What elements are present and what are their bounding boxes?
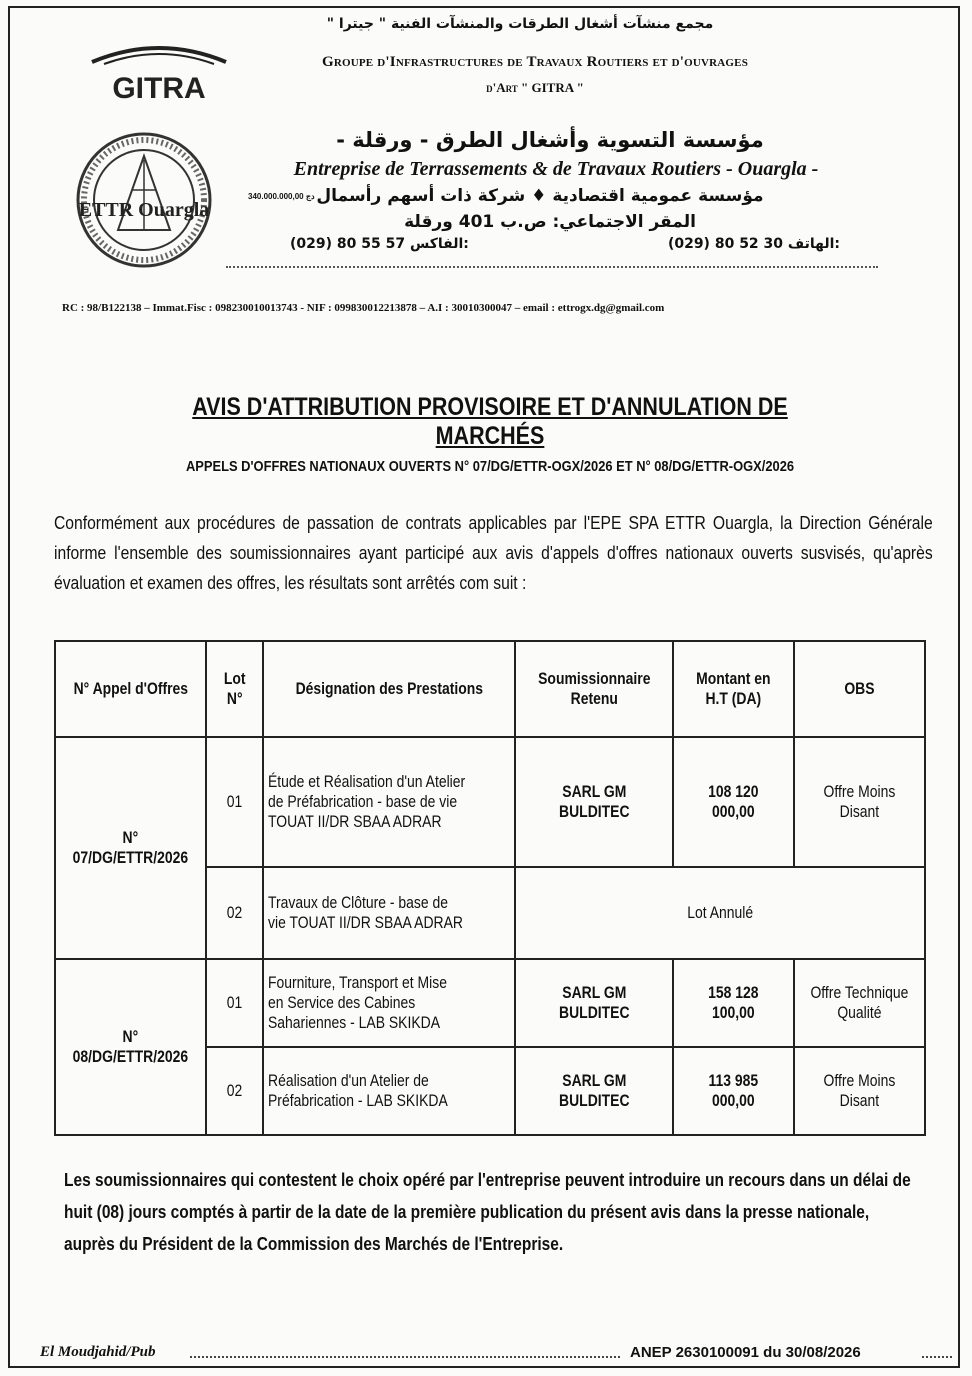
table-header-row bbox=[55, 641, 925, 737]
header-designation: Désignation des Prestations bbox=[263, 641, 515, 737]
header-soumissionnaire: Soumissionnaire Retenu bbox=[515, 641, 674, 737]
ettr-arabic-address: المقر الاجتماعي: ص.ب 401 ورقلة bbox=[404, 212, 696, 232]
designation-cell: Travaux de Clôture - base de vie TOUAT II/DR SBAA ADRAR bbox=[263, 867, 515, 959]
soumissionnaire-cell: SARL GM BULDITEC bbox=[515, 1047, 674, 1135]
soumissionnaire-cell: SARL GM BULDITEC bbox=[515, 737, 674, 867]
tel-label: الهاتف: bbox=[787, 236, 840, 252]
fax bbox=[290, 236, 469, 252]
telephone bbox=[668, 236, 840, 252]
ettr-french-name: Entreprise de Terrassements & de Travaux Routiers - Ouargla - bbox=[293, 158, 819, 180]
footer-divider-left bbox=[190, 1356, 620, 1358]
montant-cell: 108 120 000,00 bbox=[673, 737, 794, 867]
table-row bbox=[55, 737, 925, 867]
obs-cell: Offre Technique Qualité bbox=[794, 959, 925, 1047]
gitra-name-line1: Groupe d'Infrastructures de Travaux Routiers et d'ouvrages bbox=[321, 54, 749, 70]
results-table bbox=[54, 640, 926, 1136]
designation-cell: Réalisation d'un Atelier de Préfabrication - LAB SKIKDA bbox=[263, 1047, 515, 1135]
tel-number: (029) 80 52 30 bbox=[667, 236, 784, 252]
montant-cell: 113 985 000,00 bbox=[673, 1047, 794, 1135]
gitra-name-line2: d'Art " GITRA " bbox=[486, 80, 584, 95]
fax-label: الفاكس: bbox=[409, 236, 469, 252]
company-identifiers: RC : 98/B122138 – Immat.Fisc : 098230010013743 - NIF : 099830012213878 – A.I : 30010300047 – email : ettrogx.dg@gmail.com bbox=[62, 302, 665, 314]
ettr-seal-text: ETTR Ouargla bbox=[78, 199, 210, 221]
ao-cell: N° 08/DG/ETTR/2026 bbox=[55, 959, 206, 1135]
ettr-seal bbox=[74, 130, 214, 270]
gitra-arabic-name: مجمع منشآت أشغال الطرقات والمنشآت الفنية " جيترا " bbox=[326, 16, 714, 32]
gitra-logo-text: GITRA bbox=[112, 72, 206, 105]
lot-cell: 01 bbox=[206, 959, 263, 1047]
obs-cell: Offre Moins Disant bbox=[794, 1047, 925, 1135]
footer-anep-reference: ANEP 2630100091 du 30/08/2026 bbox=[630, 1344, 861, 1361]
closing-paragraph: Les soumissionnaires qui contestent le choix opéré par l'entreprise peuvent introduire un recours dans un délai de huit (08) jours comptés à partir de la date de la première publication du présent avis dans la presse nationale, auprès du Président de la Commission des Marchés de l'Entreprise. bbox=[64, 1170, 911, 1254]
ettr-capital: 340.000.000,00 دج bbox=[248, 192, 315, 201]
ettr-arabic-line2: مؤسسة عمومية اقتصادية ♦ شركة ذات أسهم رأسمال bbox=[316, 186, 764, 206]
lot-cell: 01 bbox=[206, 737, 263, 867]
footer-publication: El Moudjahid/Pub bbox=[40, 1344, 156, 1360]
montant-cell: 158 128 100,00 bbox=[673, 959, 794, 1047]
header-ao: N° Appel d'Offres bbox=[55, 641, 206, 737]
footer-divider-right bbox=[922, 1356, 952, 1358]
obs-cell: Offre Moins Disant bbox=[794, 737, 925, 867]
ao-cell: N° 07/DG/ETTR/2026 bbox=[55, 737, 206, 959]
lot-annule-cell: Lot Annulé bbox=[515, 867, 925, 959]
designation-cell: Fourniture, Transport et Mise en Service des Cabines Sahariennes - LAB SKIKDA bbox=[263, 959, 515, 1047]
table-row bbox=[55, 959, 925, 1047]
designation-cell: Étude et Réalisation d'un Atelier de Préfabrication - base de vie TOUAT II/DR SBAA ADRAR bbox=[263, 737, 515, 867]
notice-title: AVIS D'ATTRIBUTION PROVISOIRE ET D'ANNULATION DE MARCHÉS bbox=[192, 393, 788, 450]
gitra-logo bbox=[84, 40, 234, 110]
header-divider bbox=[226, 266, 878, 268]
notice-subtitle: APPELS D'OFFRES NATIONAUX OUVERTS N° 07/DG/ETTR-OGX/2026 ET N° 08/DG/ETTR-OGX/2026 bbox=[185, 458, 795, 475]
intro-paragraph: Conformément aux procédures de passation de contrats applicables par l'EPE SPA ETTR Ouargla, la Direction Générale informe l'ensemble des soumissionnaires ayant participé aux avis d'appels d'offres nationaux ouverts susvisés, qu'après évaluation et examen des offres, les résultats sont arrêtés com suit : bbox=[54, 513, 933, 593]
header-lot: Lot N° bbox=[206, 641, 263, 737]
header-obs: OBS bbox=[794, 641, 925, 737]
lot-cell: 02 bbox=[206, 1047, 263, 1135]
fax-number: (029) 80 55 57 bbox=[290, 236, 406, 252]
soumissionnaire-cell: SARL GM BULDITEC bbox=[515, 959, 674, 1047]
ettr-arabic-line1: مؤسسة التسوية وأشغال الطرق - ورقلة - bbox=[336, 128, 764, 152]
lot-cell: 02 bbox=[206, 867, 263, 959]
header-montant: Montant en H.T (DA) bbox=[673, 641, 794, 737]
